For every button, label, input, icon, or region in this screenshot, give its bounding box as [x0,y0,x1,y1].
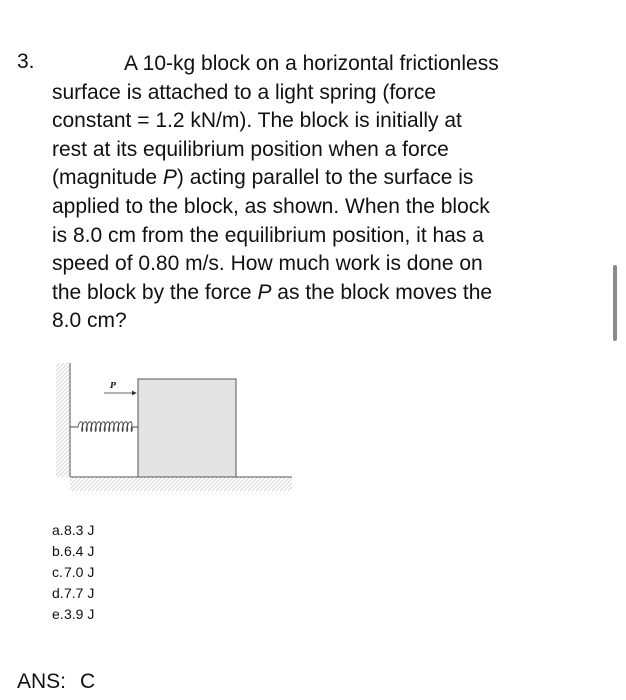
question-line: constant = 1.2 kN/m). The block is initially at [52,109,462,133]
choice-a: a.8.3 J [52,522,95,538]
answer-choices [52,520,94,625]
question-line: (magnitude P) acting parallel to the surface is [52,166,474,190]
force-label: P [110,380,117,390]
scrollbar-thumb[interactable] [613,265,617,341]
choice-e: e.3.9 J [52,606,95,622]
floor-hatching [70,477,292,491]
question-line: A 10-kg block on a horizontal frictionless [124,52,499,75]
question-line: is 8.0 cm from the equilibrium position, it has a [52,223,484,247]
spring [70,422,138,432]
question-text [52,50,562,336]
question-number: 3. [17,50,35,73]
question-line: speed of 0.80 m/s. How much work is done on [52,252,483,276]
choice-d: d.7.7 J [52,585,95,601]
spring-block-figure [52,355,312,505]
answer-value: C [80,670,96,693]
choice-c: c.7.0 J [52,564,95,580]
question-line: the block by the force P as the block moves the [52,280,493,304]
wall-hatching [56,363,70,477]
question-line: applied to the block, as shown. When the block [52,194,490,218]
answer-line [17,670,95,694]
question-line: 8.0 cm? [52,309,127,333]
question-line: surface is attached to a light spring (force [52,80,437,104]
question-line: rest at its equilibrium position when a force [52,137,449,161]
answer-label: ANS: [17,670,67,693]
choice-b: b.6.4 J [52,543,95,559]
block [138,379,236,477]
